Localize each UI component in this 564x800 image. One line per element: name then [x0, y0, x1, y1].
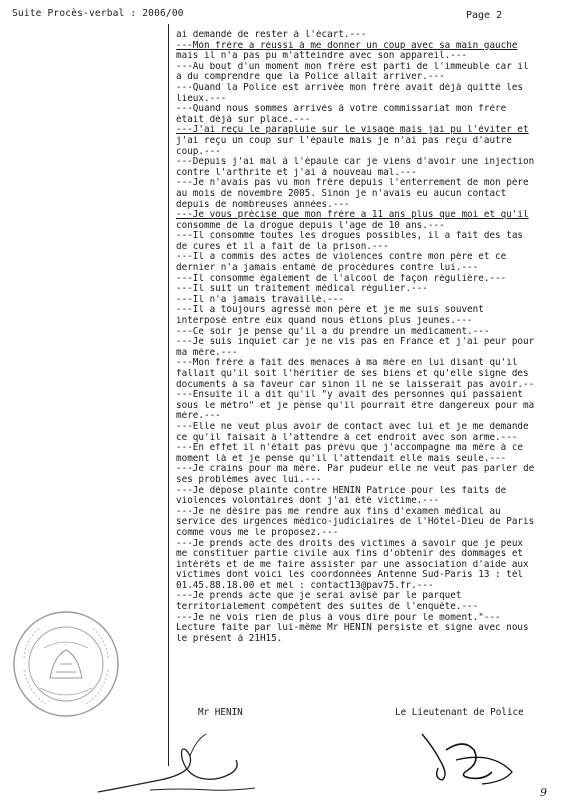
statement-line: de cures et il a fait de la prison.---	[176, 241, 389, 252]
statement-line: ---Au bout d'un moment mon frère est parti de l'immeuble car il	[176, 61, 529, 72]
statement-line: le présent à 21H15.	[176, 633, 283, 644]
statement-line: ---Quand la Police est arrivée mon frère avait déjà quitté les	[176, 82, 524, 93]
officer-signature-icon	[412, 728, 522, 790]
statement-line: ---Je dépose plainte contre HENIN Patrice pour les faits de	[176, 485, 507, 496]
statement-line: ---Ce soir je pense qu'il a du prendre un médicament.---	[176, 326, 490, 337]
statement-line: ---Je n'avais pas vu mon frère depuis l'enterrement de mon père	[176, 178, 529, 189]
statement-line: a du comprendre que la Police allait arriver.---	[176, 72, 445, 83]
statement-line: lieux.---	[176, 93, 227, 104]
statement-line: victimes dont voici les coordonnées Antenne Sud-Paris 13 : tél	[176, 570, 524, 581]
statement-line: violences volontaires dont j'ai été victime.---	[176, 496, 440, 507]
statement-line: fallait qu'il soit l'héritier de ses biens et qu'elle signe des	[176, 369, 529, 379]
corner-mark: 9	[540, 786, 547, 799]
statement-line: ---Il n'a jamais travaillé.---	[176, 294, 344, 305]
statement-line: j'ai reçu un coup sur l'épaule mais je n'ai pas reçu d'autre	[176, 135, 512, 146]
statement-line: ---Il consomme toutes les drogues possibles, il a fait des tas	[176, 231, 524, 242]
statement-line: consomme de la drogue depuis l'age de 10 ans.---	[176, 220, 445, 231]
statement-line: sous le métro" et je pense qu'il pourrait être dangereux pour ma	[176, 400, 535, 411]
statement-line: ---Il a toujours agressé mon père et je me suis souvent	[176, 305, 484, 316]
statement-line: ---Je prends acte des droits des victimes à savoir que je peux	[176, 538, 524, 549]
statement-line: coup.---	[176, 146, 221, 157]
statement-line: ---Je ne vois rien de plus à vous dire pour le moment."---	[176, 612, 501, 623]
statement-line: était déjà sur place.---	[176, 114, 311, 125]
statement-line: ---Elle ne veut plus avoir de contact avec lui et je me demande	[176, 421, 529, 432]
statement-line: ---Je ne désire pas me rendre aux fins d'examen médical au	[176, 506, 501, 517]
page-number: Page 2	[466, 10, 503, 21]
signatory-officer: Le Lieutenant de Police	[395, 707, 524, 718]
header-reference: Suite Procès-verbal : 2006/00	[12, 8, 184, 19]
statement-line: ---Je prends acte que je serai avisé par le parquet	[176, 591, 462, 602]
statement-line: ---En effet il n'était pas prévu que j'accompagne ma mère à ce	[176, 443, 524, 454]
statement-line: ses problèmes avec lui.---	[176, 474, 322, 485]
statement-line: ---Depuis j'ai mal à l'épaule car je viens d'avoir une injection	[176, 157, 535, 168]
margin-rule	[168, 24, 169, 766]
statement-line: ---Je suis inquiet car je ne vis pas en France et j'ai peur pour	[176, 337, 535, 348]
statement-line: ---Je vous précise que mon frère a 11 ans plus que moi et qu'il	[176, 210, 529, 221]
police-stamp-icon	[10, 608, 122, 720]
statement-line: intérêts et de me faire assister par une association d'aide aux	[176, 559, 529, 570]
statement-line: dernier n'a jamais entamé de procédures contre lui.---	[176, 263, 479, 274]
statement-line: ce qu'il faisait à l'attendre à cet endroit avec son arme.---	[176, 432, 518, 443]
statement-line: Lecture faite par lui-même Mr HENIN persiste et signe avec nous	[176, 623, 529, 634]
statement-line: depuis de nombreuses années.---	[176, 199, 350, 210]
statement-line: service des urgences médico-judiciaires de l'Hôtel-Dieu de Paris	[176, 517, 535, 528]
statement-line: ---Quand nous sommes arrivés à votre commissariat mon frère	[176, 104, 507, 115]
statement-line: territorialement compétent des suites de l'enquête.---	[176, 602, 479, 613]
statement-line: ai demandé de rester à l'écart.---	[176, 30, 367, 40]
statement-line: me constituer partie civile aux fins d'obtenir des dommages et	[176, 549, 524, 560]
statement-body	[176, 30, 556, 644]
statement-line: ---Mon frère a fait des menaces à ma mère en lui disant qu'il	[176, 358, 518, 369]
statement-line: interposé entre eux quand nous étions plus jeunes.---	[176, 316, 473, 327]
statement-line: 01.45.88.18.00 et mél : contact13@pav75.fr.---	[176, 580, 434, 591]
statement-line: comme vous me le proposez.---	[176, 527, 339, 538]
statement-line: mère.---	[176, 411, 221, 422]
statement-line: ---Il suit un traitement médical régulier.---	[176, 284, 428, 295]
statement-line: documents à sa faveur car sinon il ne se laisserait pas avoir.--	[176, 379, 535, 390]
statement-line: ---Il a commis des actes de violences contre mon père et ce	[176, 252, 507, 263]
signatory-complainant: Mr HENIN	[198, 707, 243, 718]
statement-line: ---Il consomme également de l'alcool de façon régulière.---	[176, 273, 507, 284]
statement-line: ---J'ai reçu le parapluie sur le visage mais jai pu l'éviter et	[176, 125, 529, 136]
statement-line: ---Mon frère a réussi à me donner un coup avec sa main gauche	[176, 40, 518, 51]
statement-line: ---Je crains pour ma mère. Par pudeur elle ne veut pas parler de	[176, 464, 535, 475]
statement-line: moment là et je pense qu'il l'attendait elle mais seule.---	[176, 453, 507, 464]
statement-line: ---Ensuite il a dit qu'il "y avait des personnes qui passaient	[176, 390, 524, 401]
complainant-signature-icon	[90, 728, 265, 798]
statement-line: mais il n'a pas pu m'atteindre avec son appareil.---	[176, 51, 468, 62]
statement-line: au mois de novembre 2005. Sinon je n'avais eu aucun contact	[176, 188, 507, 199]
statement-line: contre l'arthrite et j'ai à nouveau mal.---	[176, 167, 417, 178]
statement-line: ma mère.---	[176, 347, 238, 358]
